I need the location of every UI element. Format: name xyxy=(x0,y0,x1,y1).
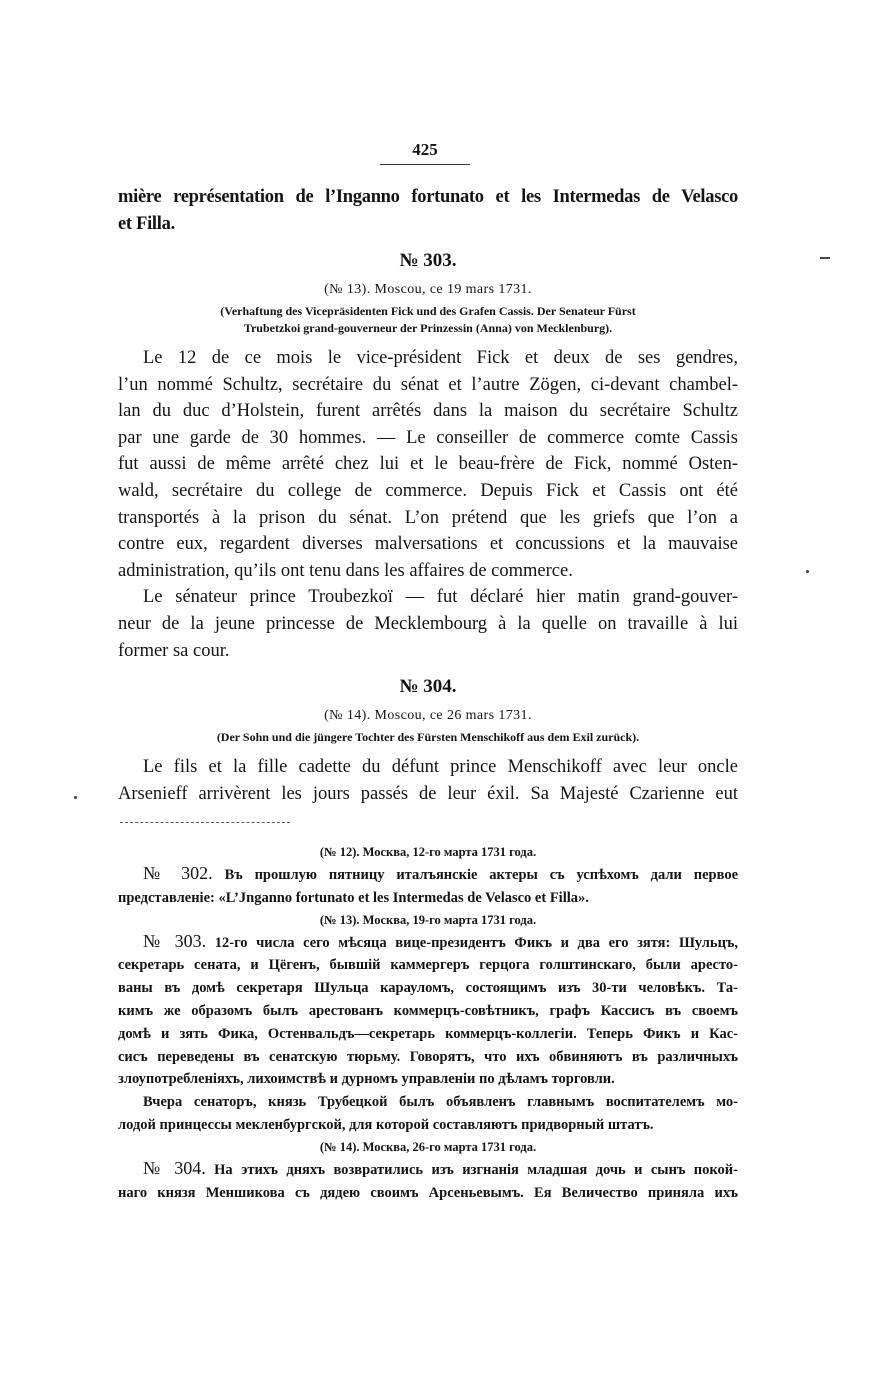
footnotes xyxy=(118,842,738,1204)
text-line: Le fils et la fille cadette du défunt prince Menschikoff avec leur oncle xyxy=(143,757,738,778)
text-line: wald, secrétaire du college de commerce. Depuis Fick et Cassis ont été xyxy=(118,480,738,501)
fn-304-number: № 304. xyxy=(143,1157,206,1178)
text-line: l’un nommé Schultz, secrétaire du sénat et l’autre Zögen, ci-devant chambel- xyxy=(118,374,738,395)
text-line: лодой принцессы мекленбургской, для которой составляютъ придворный штатъ. xyxy=(118,1116,654,1133)
fn-304-header: (№ 14). Москва, 26-го марта 1731 года. xyxy=(319,1139,537,1154)
summary-line: (Verhaftung des Vicepräsidenten Fick und des Grafen Cassis. Der Senateur Fürst xyxy=(220,304,636,318)
doc-303-heading: № 303. xyxy=(399,250,457,271)
margin-dot xyxy=(74,796,77,799)
continued-text xyxy=(118,184,738,238)
text-line: par une garde de 30 hommes. — Le conseiller de commerce comte Cassis xyxy=(118,427,738,448)
fn-302-body xyxy=(118,862,738,910)
text-line: administration, qu’ils ont tenu dans les affaires de commerce. xyxy=(118,560,573,581)
text-line: et Filla. xyxy=(118,214,175,234)
text-line: fut aussi de même arrêté chez lui et le beau-frère de Fick, nommé Osten- xyxy=(118,454,738,475)
text-line: домѣ и зять Фика, Остенвальдъ—секретарь коммерцъ-коллегіи. Теперь Фикъ и Кас- xyxy=(118,1025,738,1042)
text-line: Le 12 de ce mois le vice-président Fick et deux de ses gendres, xyxy=(143,348,738,368)
text-line xyxy=(118,930,738,955)
doc-304-body xyxy=(118,754,738,807)
text-line: представленіе: «L’Jnganno fortunato et les Intermedas de Velasco et Filla». xyxy=(118,889,589,906)
page-number: 425 xyxy=(412,140,438,159)
doc-303-date: (№ 13). Moscou, ce 19 mars 1731. xyxy=(324,282,532,297)
fn-text: 12-го числа сего мѣсяца вице-президентъ Фикъ и два его зятя: Шульцъ, xyxy=(214,934,738,951)
text-line: наго князя Меншикова съ дядею своимъ Арсеньевымъ. Ея Величество приняла ихъ xyxy=(118,1184,738,1201)
doc-304-summary: (Der Sohn und die jüngere Tochter des Fürsten Menschikoff aus dem Exil zurück). xyxy=(216,730,640,745)
summary-line: Trubetzkoi grand-gouverneur der Prinzessin (Anna) von Mecklenburg). xyxy=(243,321,613,335)
text-line: neur de la jeune princesse de Mecklembourg à la quelle on travaille à lui xyxy=(118,613,738,634)
fn-303-number: № 303. xyxy=(143,930,207,951)
fn-302-header: (№ 12). Москва, 12-го марта 1731 года. xyxy=(319,845,537,859)
text-line: lan du duc d’Holstein, furent arrêtés dans la maison du secrétaire Schultz xyxy=(118,401,738,422)
doc-303-summary xyxy=(118,303,738,337)
doc-304-heading: № 304. xyxy=(399,676,457,698)
text-line: transportés à la prison du sénat. L’on prétend que les griefs que l’on a xyxy=(118,507,738,528)
margin-mark xyxy=(820,257,830,259)
text-line: former sa cour. xyxy=(118,640,230,661)
fn-303-header: (№ 13). Москва, 19-го марта 1731 года. xyxy=(319,912,537,927)
text-line: Le sénateur prince Troubezkoï — fut déclaré hier matin grand-gouver- xyxy=(143,587,738,608)
fn-302-number: № 302. xyxy=(143,863,213,883)
doc-304-date: (№ 14). Moscou, ce 26 mars 1731. xyxy=(324,708,532,724)
text-line xyxy=(118,862,738,887)
text-line: секретарь сената, и Цёгенъ, бывшій каммергеръ герцога голштинскаго, были аресто- xyxy=(118,957,738,974)
text-line: кимъ же образомъ былъ арестованъ коммерцъ-совѣтникъ, графъ Кассисъ въ своемъ xyxy=(118,1002,738,1019)
text-line: сисъ переведены въ сенатскую тюрьму. Говорятъ, что ихъ обвиняютъ въ различныхъ xyxy=(118,1048,738,1065)
margin-dot xyxy=(806,570,809,573)
fn-text: На этихъ дняхъ возвратились изъ изгнанія младшая дочь и сынъ покой- xyxy=(214,1161,738,1178)
text-line: ваны въ домѣ секретаря Шульца карауломъ, состоящимъ изъ 30-ти человѣкъ. Та- xyxy=(118,980,738,997)
footnote-separator xyxy=(120,822,290,823)
text-line: Вчера сенаторъ, князь Трубецкой былъ объявленъ главнымъ воспитателемъ мо- xyxy=(143,1094,738,1111)
text-line: злоупотребленіяхъ, лихоимствѣ и дурномъ управленіи по дѣламъ торговли. xyxy=(118,1071,615,1088)
text-line: contre eux, regardent diverses malversations et concussions et la mauvaise xyxy=(118,534,738,555)
fn-303-body xyxy=(118,930,738,1137)
doc-303-body xyxy=(118,345,738,664)
fn-304-body xyxy=(118,1157,738,1205)
text-line xyxy=(118,1157,738,1182)
main-text xyxy=(118,184,738,807)
text-line: Arsenieff arrivèrent les jours passés de leur éxil. Sa Majesté Czarienne eut xyxy=(118,783,738,804)
fn-text: Въ прошлую пятницу италъянскіе актеры съ успѣхомъ дали первое xyxy=(224,867,739,883)
page-number-rule xyxy=(380,164,470,165)
text-line: mière représentation de l’Inganno fortunato et les Intermedas de Velasco xyxy=(118,187,738,207)
